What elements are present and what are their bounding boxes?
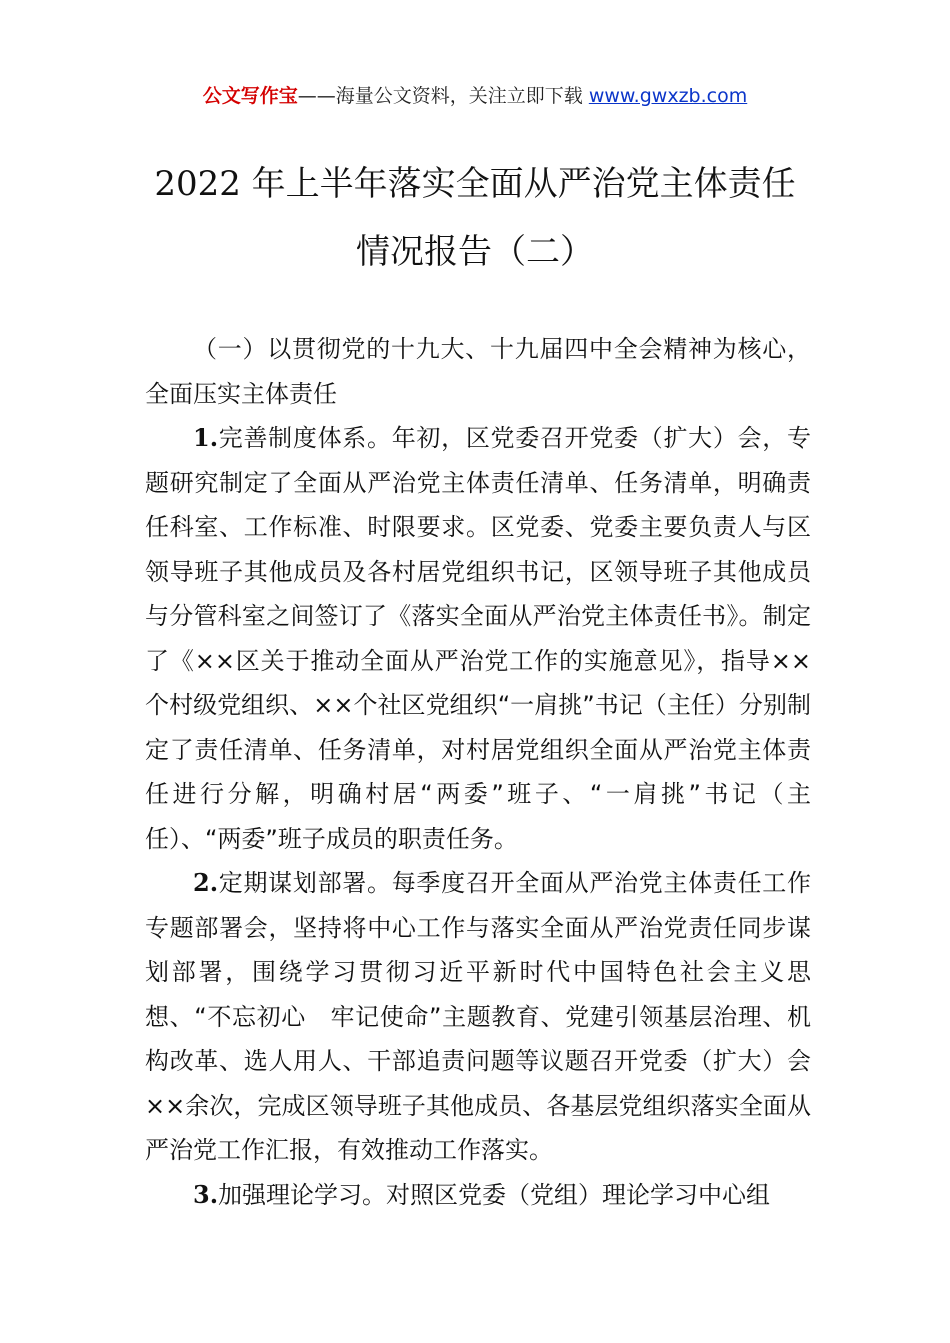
item-text: 加强理论学习。对照区党委（党组）理论学习中心组	[218, 1180, 771, 1209]
document-body	[145, 327, 811, 1217]
document-title	[100, 150, 850, 286]
website-link[interactable]: www.gwxzb.com	[588, 85, 748, 107]
item-text: 定期谋划部署。每季度召开全面从严治党主体责任工作专题部署会，坚持将中心工作与落实全面从严治党责任同步谋划部署，围绕学习贯彻习近平新时代中国特色社会主义思想、“不忘初心 牢记使命”主题教育、党建引领基层治理、机构改革、选人用人、干部追责问题等议题召开党委（扩大）会××余次，完成区领导班子其他成员、各基层党组织落实全面从严治党工作汇报，有效推动工作落实。	[145, 869, 811, 1164]
item-number: 2.	[193, 868, 219, 897]
section-heading: （一）以贯彻党的十九大、十九届四中全会精神为核心，全面压实主体责任	[145, 335, 811, 408]
item-number: 3.	[193, 1179, 219, 1209]
brand-name: 公文写作宝	[202, 85, 298, 107]
item-number: 1.	[193, 423, 219, 452]
promo-header	[0, 82, 950, 110]
title-line-2: 情况报告（二）	[356, 232, 594, 272]
title-line-1: 2022 年上半年落实全面从严治党主体责任	[154, 164, 796, 204]
paragraph-item-2	[145, 861, 811, 1173]
paragraph-item-3	[145, 1173, 811, 1218]
header-tagline: ——海量公文资料，关注立即下载	[297, 85, 589, 107]
paragraph-item-1	[145, 416, 811, 861]
item-text: 完善制度体系。年初，区党委召开党委（扩大）会，专题研究制定了全面从严治党主体责任清单、任务清单，明确责任科室、工作标准、时限要求。区党委、党委主要负责人与区领导班子其他成员及各村居党组织书记，区领导班子其他成员与分管科室之间签订了《落实全面从严治党主体责任书》。制定了《××区关于推动全面从严治党工作的实施意见》，指导××个村级党组织、××个社区党组织“一肩挑”书记（主任）分别制定了责任清单、任务清单，对村居党组织全面从严治党主体责任进行分解，明确村居“两委”班子、“一肩挑”书记（主任）、“两委”班子成员的职责任务。	[145, 424, 811, 853]
